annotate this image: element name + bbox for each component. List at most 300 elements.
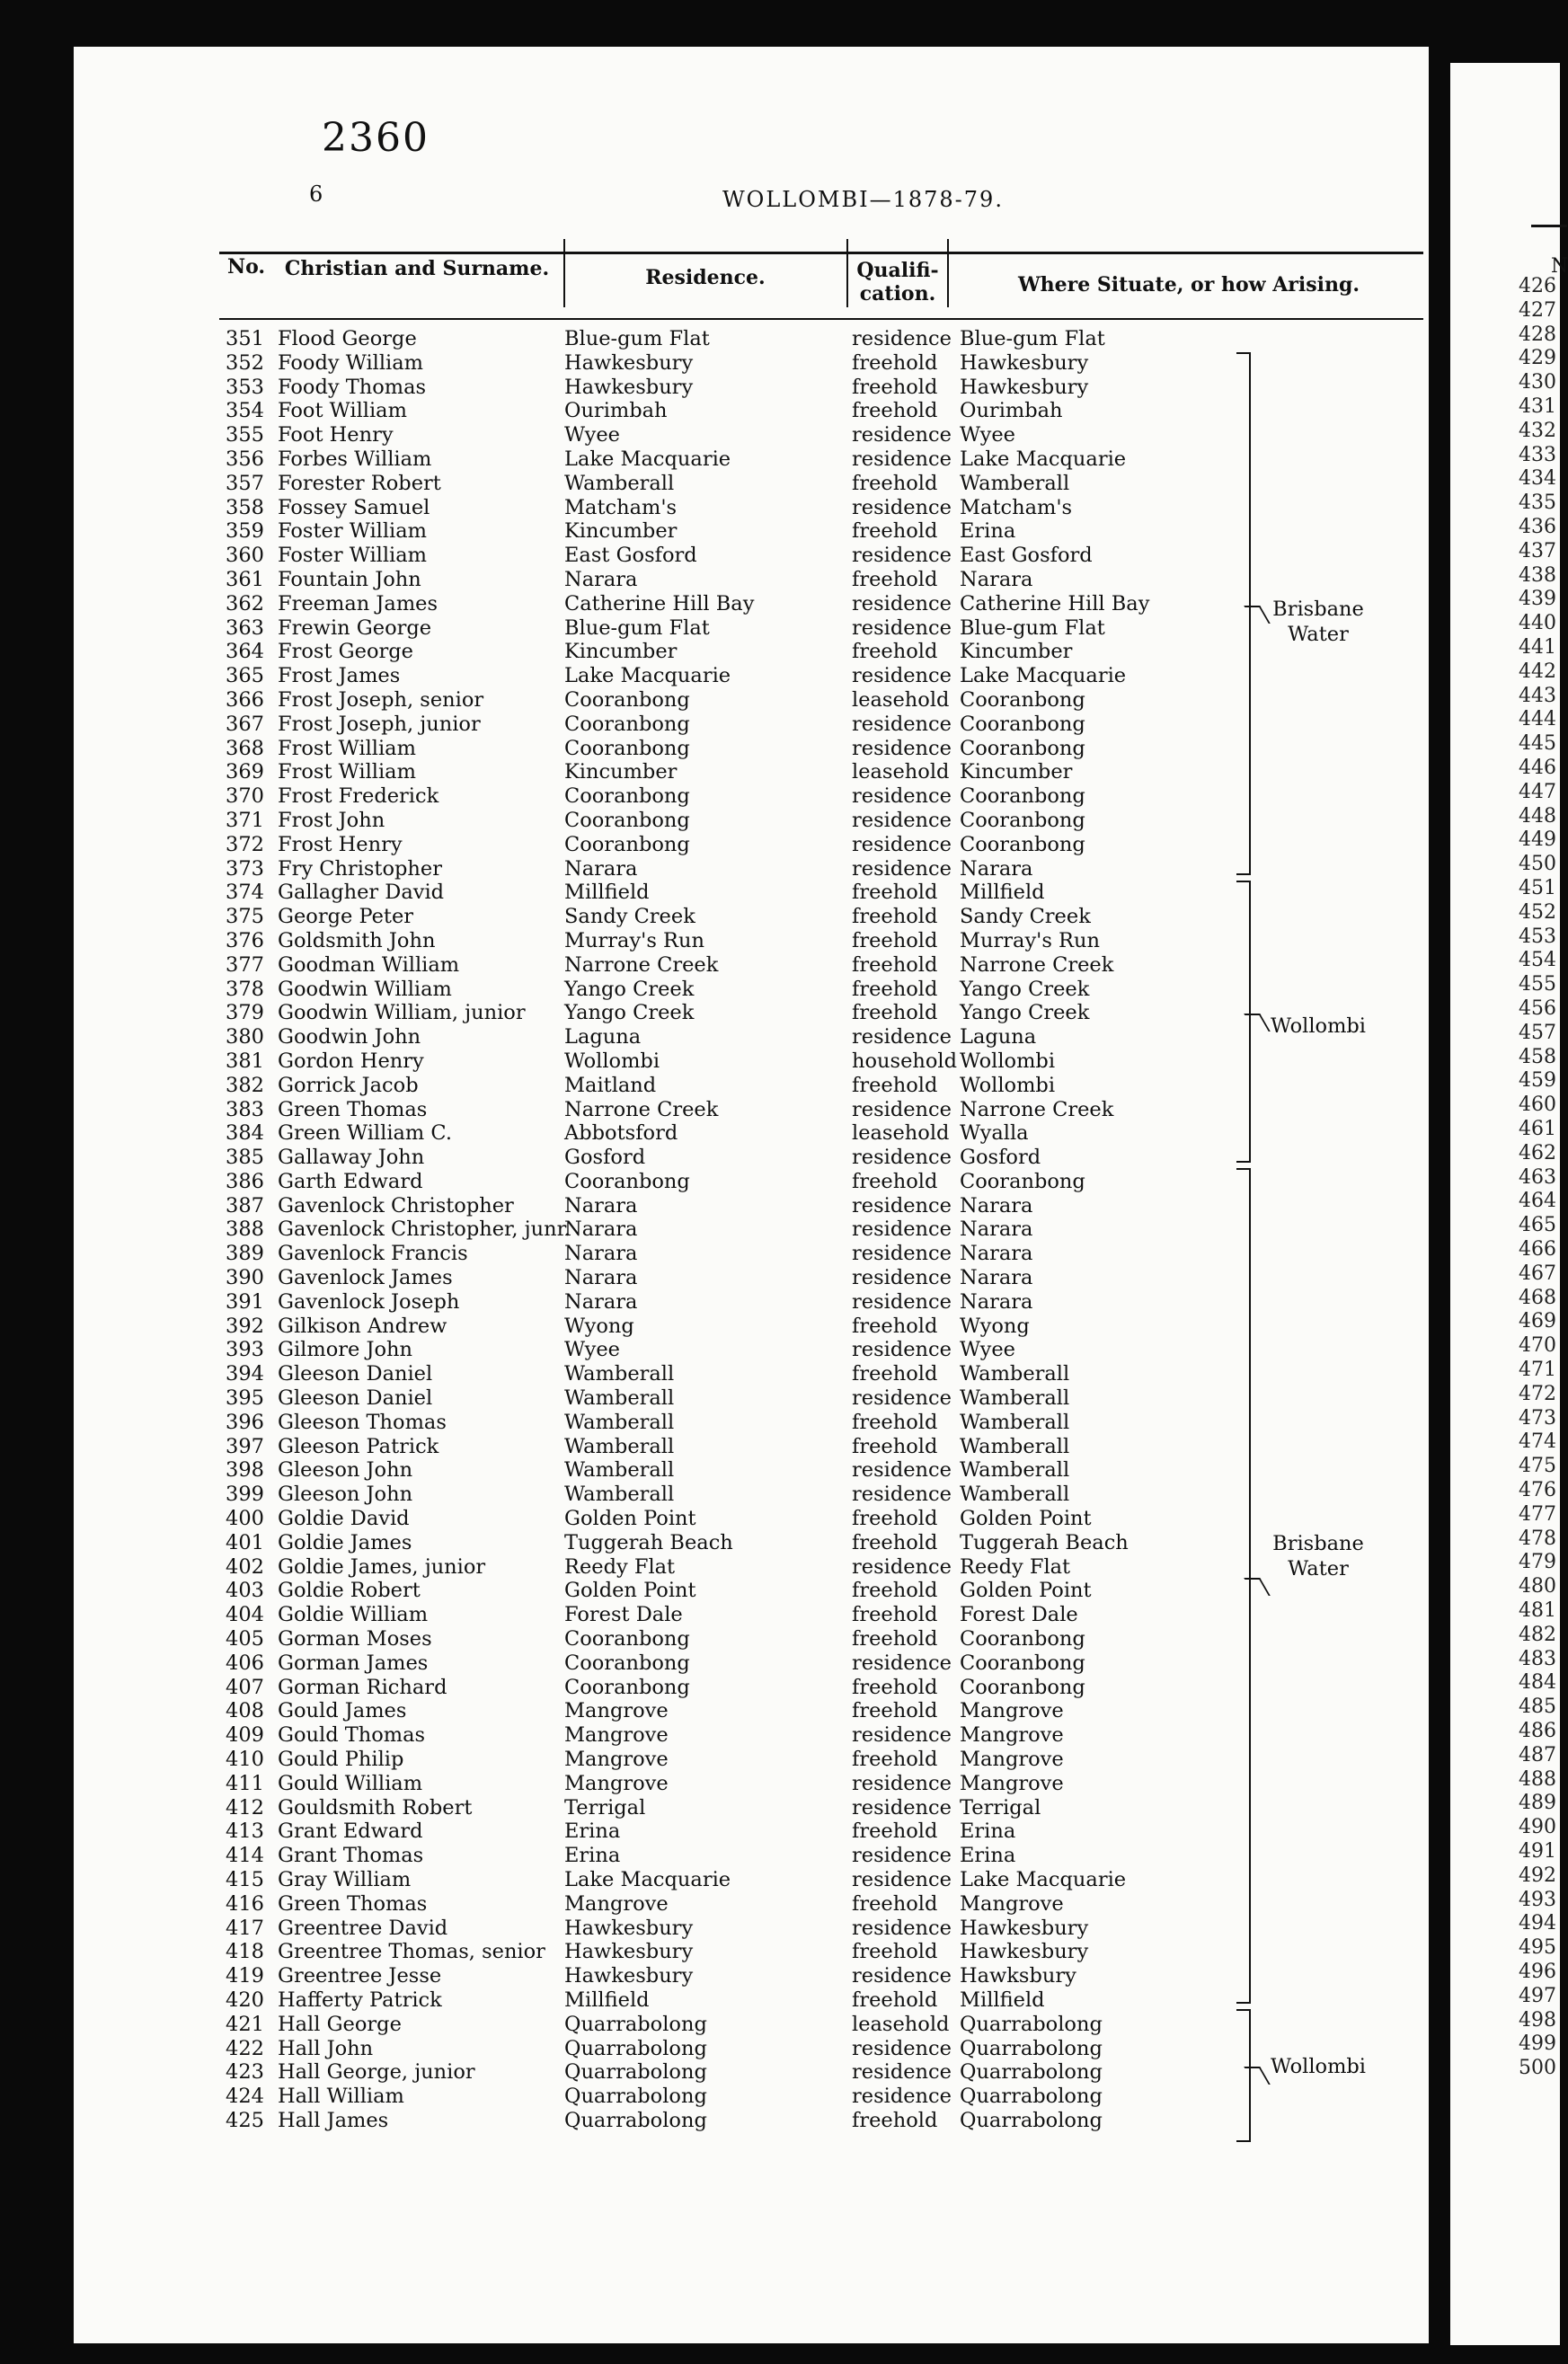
entry-name: Gleeson Patrick <box>278 1434 439 1458</box>
entry-qualification: residence <box>852 712 952 736</box>
entry-qualification: residence <box>852 1964 952 1988</box>
entry-qualification: freehold <box>852 1169 938 1193</box>
entry-name: Gleeson Thomas <box>278 1410 447 1434</box>
adjacent-entry-number: 475 <box>1519 1455 1556 1478</box>
table-row <box>74 2013 1429 2037</box>
entry-name: Frost Frederick <box>278 784 439 809</box>
entry-number: 390 <box>226 1266 264 1290</box>
entry-qualification: freehold <box>852 1579 938 1603</box>
entry-name: George Peter <box>278 905 414 929</box>
table-row <box>74 519 1429 544</box>
entry-name: Greentree David <box>278 1916 448 1940</box>
entry-qualification: residence <box>852 1723 952 1748</box>
entry-number: 353 <box>226 375 264 399</box>
entry-name: Fossey Samuel <box>278 495 430 519</box>
adjacent-entry-number: 444 <box>1519 708 1556 731</box>
entry-qualification: residence <box>852 1025 952 1049</box>
entry-residence: Cooranbong <box>564 1651 690 1675</box>
entry-where: Wamberall <box>960 1362 1070 1386</box>
entry-name: Greentree Jesse <box>278 1964 442 1988</box>
entry-where: Cooranbong <box>960 736 1085 760</box>
adjacent-entry-number: 445 <box>1519 732 1556 756</box>
entry-where: Mangrove <box>960 1723 1064 1748</box>
entry-name: Goodwin William <box>278 977 452 1001</box>
entry-residence: Wamberall <box>564 1362 675 1386</box>
entry-number: 393 <box>226 1338 264 1362</box>
adjacent-header-rule <box>1531 225 1567 227</box>
table-row <box>74 1676 1429 1700</box>
entry-qualification: residence <box>852 1289 952 1314</box>
table-row <box>74 905 1429 929</box>
entry-residence: Wyee <box>564 1338 620 1362</box>
adjacent-entry-number: 432 <box>1519 419 1556 442</box>
table-row <box>74 1531 1429 1555</box>
adjacent-entry-number: 453 <box>1519 925 1556 948</box>
entry-residence: Ourimbah <box>564 399 668 423</box>
entry-qualification: freehold <box>852 2108 938 2132</box>
table-row <box>74 1315 1429 1339</box>
table-row <box>74 1170 1429 1194</box>
entry-number: 414 <box>226 1844 264 1868</box>
adjacent-entry-number: 433 <box>1519 443 1556 466</box>
table-row <box>74 1699 1429 1723</box>
entry-number: 422 <box>226 2036 264 2060</box>
entry-qualification: freehold <box>852 1627 938 1651</box>
entry-where: Sandy Creek <box>960 905 1091 929</box>
header-where: Where Situate, or how Arising. <box>1017 273 1360 297</box>
table-row <box>74 1964 1429 1988</box>
table-row <box>74 809 1429 833</box>
entry-number: 396 <box>226 1410 264 1434</box>
adjacent-entry-number: 473 <box>1519 1406 1556 1430</box>
entry-qualification: freehold <box>852 1410 938 1434</box>
entry-qualification: residence <box>852 591 952 615</box>
entry-residence: Quarrabolong <box>564 2036 707 2060</box>
entry-number: 375 <box>226 905 264 929</box>
adjacent-header: N <box>1551 255 1568 278</box>
entry-name: Goldie William <box>278 1603 429 1627</box>
entry-where: Erina <box>960 1819 1016 1844</box>
entry-qualification: residence <box>852 2060 952 2085</box>
adjacent-entry-number: 451 <box>1519 877 1556 899</box>
entry-where: Mangrove <box>960 1891 1064 1916</box>
entry-qualification: freehold <box>852 1748 938 1772</box>
entry-where: Kincumber <box>960 640 1073 664</box>
adjacent-entry-number: 462 <box>1519 1141 1556 1164</box>
adjacent-entry-number: 474 <box>1519 1430 1556 1454</box>
entry-residence: Kincumber <box>564 519 678 544</box>
table-row <box>74 544 1429 568</box>
entry-qualification: freehold <box>852 399 938 423</box>
entry-residence: Yango Creek <box>564 1001 695 1025</box>
entry-residence: Wyee <box>564 423 620 447</box>
entry-where: Kincumber <box>960 760 1073 784</box>
entry-residence: Lake Macquarie <box>564 447 731 471</box>
table-row <box>74 616 1429 641</box>
entry-name: Frost Joseph, junior <box>278 712 481 736</box>
entry-name: Forbes William <box>278 447 432 471</box>
entry-residence: Blue-gum Flat <box>564 615 710 640</box>
entry-residence: Narara <box>564 856 638 881</box>
entry-qualification: freehold <box>852 1073 938 1097</box>
entry-qualification: residence <box>852 1097 952 1121</box>
entry-name: Foster William <box>278 544 428 568</box>
table-row <box>74 1603 1429 1627</box>
adjacent-entry-number: 472 <box>1519 1382 1556 1405</box>
table-row <box>74 1748 1429 1772</box>
entry-qualification: freehold <box>852 905 938 929</box>
entry-qualification: freehold <box>852 1314 938 1338</box>
table-row <box>74 2037 1429 2061</box>
entry-name: Gleeson Daniel <box>278 1362 433 1386</box>
entry-number: 417 <box>226 1916 264 1940</box>
entry-where: Wyee <box>960 423 1015 447</box>
entry-number: 392 <box>226 1314 264 1338</box>
entry-name: Fountain John <box>278 567 421 591</box>
group-brace-1 <box>1249 352 1269 875</box>
entry-qualification: residence <box>852 2085 952 2109</box>
entry-number: 409 <box>226 1723 264 1748</box>
table-row <box>74 760 1429 784</box>
table-row <box>74 2085 1429 2109</box>
entry-qualification: residence <box>852 1916 952 1940</box>
table-row <box>74 737 1429 761</box>
entry-name: Gorrick Jacob <box>278 1073 419 1097</box>
entry-name: Hall George, junior <box>278 2060 475 2085</box>
header-qualification-1: Qualifi- <box>856 259 939 282</box>
entry-qualification: residence <box>852 495 952 519</box>
table-row <box>74 1098 1429 1122</box>
entry-name: Gallaway John <box>278 1146 425 1170</box>
entry-qualification: residence <box>852 1844 952 1868</box>
entry-residence: Wyong <box>564 1314 634 1338</box>
entry-name: Forester Robert <box>278 471 441 495</box>
adjacent-entry-number: 436 <box>1519 516 1556 538</box>
entry-number: 377 <box>226 952 264 977</box>
entry-where: Blue-gum Flat <box>960 615 1105 640</box>
adjacent-entry-number: 492 <box>1519 1864 1556 1887</box>
header-divider-3 <box>947 239 949 307</box>
entry-qualification: residence <box>852 1146 952 1170</box>
entry-qualification: freehold <box>852 471 938 495</box>
adjacent-entry-number: 476 <box>1519 1479 1556 1501</box>
entry-number: 383 <box>226 1097 264 1121</box>
table-row <box>74 1723 1429 1748</box>
entry-number: 402 <box>226 1554 264 1579</box>
entry-qualification: freehold <box>852 1001 938 1025</box>
table-row <box>74 376 1429 400</box>
entry-qualification: residence <box>852 1242 952 1266</box>
table-row <box>74 1194 1429 1218</box>
adjacent-entry-number: 458 <box>1519 1045 1556 1068</box>
entry-where: Cooranbong <box>960 1627 1085 1651</box>
entry-where: Wamberall <box>960 1410 1070 1434</box>
group-label-1-line1: Brisbane <box>1272 598 1364 621</box>
entry-name: Foster William <box>278 519 428 544</box>
entry-name: Gavenlock James <box>278 1266 453 1290</box>
table-row <box>74 1772 1429 1796</box>
adjacent-entry-number: 427 <box>1519 298 1556 322</box>
entry-residence: Narara <box>564 1289 638 1314</box>
entry-where: Quarrabolong <box>960 2036 1103 2060</box>
entry-qualification: residence <box>852 784 952 809</box>
table-row <box>74 640 1429 664</box>
entry-where: Cooranbong <box>960 687 1085 712</box>
entry-name: Foody Thomas <box>278 375 427 399</box>
adjacent-entry-number: 486 <box>1519 1720 1556 1742</box>
entry-number: 361 <box>226 567 264 591</box>
entry-number: 401 <box>226 1530 264 1554</box>
adjacent-entry-number: 477 <box>1519 1502 1556 1526</box>
entry-qualification: residence <box>852 1868 952 1891</box>
entry-where: Blue-gum Flat <box>960 327 1105 350</box>
entry-name: Goldie Robert <box>278 1579 421 1603</box>
entry-qualification: freehold <box>852 567 938 591</box>
entry-name: Gouldsmith Robert <box>278 1795 473 1819</box>
entry-number: 411 <box>226 1771 264 1795</box>
entry-number: 371 <box>226 808 264 832</box>
entry-qualification: freehold <box>852 1603 938 1627</box>
adjacent-entry-number: 447 <box>1519 780 1556 803</box>
adjacent-entry-number: 469 <box>1519 1310 1556 1333</box>
table-row <box>74 1411 1429 1435</box>
entry-name: Greentree Thomas, senior <box>278 1940 545 1964</box>
entry-name: Green Thomas <box>278 1097 428 1121</box>
header-bottom-rule <box>219 318 1423 320</box>
table-row <box>74 1819 1429 1844</box>
entry-where: Yango Creek <box>960 977 1090 1001</box>
entry-name: Foody William <box>278 350 424 375</box>
entry-residence: Narara <box>564 1242 638 1266</box>
entry-where: Mangrove <box>960 1748 1064 1772</box>
adjacent-page <box>1450 63 1568 2345</box>
entry-residence: Tuggerah Beach <box>564 1530 733 1554</box>
adjacent-entry-number: 454 <box>1519 949 1556 972</box>
adjacent-entry-number: 450 <box>1519 853 1556 876</box>
table-row <box>74 1651 1429 1676</box>
entry-name: Gleeson John <box>278 1483 413 1507</box>
entry-where: Lake Macquarie <box>960 664 1127 688</box>
header-top-rule <box>219 252 1423 254</box>
entry-residence: Cooranbong <box>564 687 690 712</box>
entry-number: 364 <box>226 640 264 664</box>
entry-where: Terrigal <box>960 1795 1041 1819</box>
table-row <box>74 1940 1429 1964</box>
entry-name: Frost Joseph, senior <box>278 687 484 712</box>
entry-qualification: residence <box>852 615 952 640</box>
adjacent-entry-number: 494 <box>1519 1912 1556 1935</box>
header-qualification-2: cation. <box>859 282 936 305</box>
entry-where: Gosford <box>960 1146 1041 1170</box>
entry-qualification: freehold <box>852 881 938 905</box>
entry-name: Goldie David <box>278 1507 410 1531</box>
entry-number: 425 <box>226 2108 264 2132</box>
entry-where: Yango Creek <box>960 1001 1090 1025</box>
entry-name: Gorman James <box>278 1651 429 1675</box>
entry-qualification: freehold <box>852 928 938 952</box>
group-label-4-line1: Wollombi <box>1270 2055 1367 2078</box>
table-row <box>74 496 1429 520</box>
table-row <box>74 953 1429 978</box>
entry-residence: Reedy Flat <box>564 1554 676 1579</box>
entry-residence: Gosford <box>564 1146 646 1170</box>
entry-residence: Wollombi <box>564 1049 660 1073</box>
entry-residence: Cooranbong <box>564 736 690 760</box>
group-label-1 <box>1269 597 1368 647</box>
entry-name: Garth Edward <box>278 1169 423 1193</box>
table-row <box>74 1217 1429 1242</box>
entry-residence: Wamberall <box>564 1410 675 1434</box>
table-row <box>74 1074 1429 1098</box>
table-row <box>74 1386 1429 1411</box>
entry-where: Laguna <box>960 1025 1037 1049</box>
adjacent-entry-number: 441 <box>1519 636 1556 659</box>
entry-where: Murray's Run <box>960 928 1100 952</box>
entry-name: Goldie James <box>278 1530 412 1554</box>
entry-residence: Hawkesbury <box>564 1940 694 1964</box>
entry-where: Mangrove <box>960 1699 1064 1723</box>
entry-number: 421 <box>226 2012 264 2036</box>
entry-where: Wamberall <box>960 1386 1070 1411</box>
entry-where: Erina <box>960 1844 1016 1868</box>
page-number: 2360 <box>322 115 430 161</box>
entry-name: Frost John <box>278 808 385 832</box>
adjacent-entry-number: 484 <box>1519 1671 1556 1695</box>
entry-number: 394 <box>226 1362 264 1386</box>
entry-name: Green Thomas <box>278 1891 428 1916</box>
table-row <box>74 881 1429 905</box>
entry-name: Flood George <box>278 327 417 350</box>
table-row <box>74 784 1429 809</box>
entry-number: 389 <box>226 1242 264 1266</box>
entry-residence: Cooranbong <box>564 832 690 856</box>
entry-residence: Narara <box>564 567 638 591</box>
entry-where: Cooranbong <box>960 832 1085 856</box>
entry-residence: Millfield <box>564 881 650 905</box>
entry-residence: Hawkesbury <box>564 375 694 399</box>
entry-where: Golden Point <box>960 1579 1092 1603</box>
adjacent-entry-number: 479 <box>1519 1551 1556 1574</box>
adjacent-entry-number: 487 <box>1519 1743 1556 1766</box>
entry-qualification: freehold <box>852 1434 938 1458</box>
entry-number: 412 <box>226 1795 264 1819</box>
adjacent-entry-number: 478 <box>1519 1527 1556 1550</box>
entry-residence: Mangrove <box>564 1723 669 1748</box>
entry-number: 355 <box>226 423 264 447</box>
entry-where: Hawkesbury <box>960 1940 1089 1964</box>
entry-residence: Narara <box>564 1217 638 1242</box>
entry-where: Matcham's <box>960 495 1073 519</box>
adjacent-entry-number: 467 <box>1519 1262 1556 1285</box>
entry-residence: Quarrabolong <box>564 2012 707 2036</box>
entry-where: Quarrabolong <box>960 2012 1103 2036</box>
entry-number: 351 <box>226 327 264 350</box>
entry-number: 381 <box>226 1049 264 1073</box>
entry-number: 387 <box>226 1193 264 1217</box>
group-brace-3 <box>1249 1168 1269 2004</box>
entry-name: Hall John <box>278 2036 374 2060</box>
entry-number: 418 <box>226 1940 264 1964</box>
entry-qualification: freehold <box>852 1819 938 1844</box>
entry-where: Hawksbury <box>960 1964 1076 1988</box>
entry-where: Narara <box>960 1217 1033 1242</box>
adjacent-entry-number: 459 <box>1519 1069 1556 1093</box>
entry-qualification: residence <box>852 1217 952 1242</box>
entry-where: Hawkesbury <box>960 375 1089 399</box>
entry-where: Wamberall <box>960 1434 1070 1458</box>
entry-residence: Kincumber <box>564 640 678 664</box>
entry-where: Reedy Flat <box>960 1554 1071 1579</box>
entry-qualification: residence <box>852 1651 952 1675</box>
entry-where: Wollombi <box>960 1073 1056 1097</box>
entry-qualification: residence <box>852 327 952 350</box>
table-row <box>74 592 1429 616</box>
table-row <box>74 568 1429 592</box>
entry-residence: Cooranbong <box>564 784 690 809</box>
entry-name: Goodwin William, junior <box>278 1001 526 1025</box>
entry-number: 384 <box>226 1121 264 1146</box>
entry-name: Gilkison Andrew <box>278 1314 447 1338</box>
header-residence: Residence. <box>645 266 766 289</box>
register-rows <box>74 327 1429 2133</box>
adjacent-entry-number: 483 <box>1519 1647 1556 1670</box>
table-row <box>74 1844 1429 1868</box>
entry-residence: Sandy Creek <box>564 905 695 929</box>
entry-number: 397 <box>226 1434 264 1458</box>
page-title: WOLLOMBI—1878-79. <box>722 187 1004 212</box>
adjacent-entry-number: 461 <box>1519 1118 1556 1140</box>
entry-name: Green William C. <box>278 1121 452 1146</box>
entry-where: Millfield <box>960 1988 1045 2012</box>
table-row <box>74 2060 1429 2085</box>
adjacent-entry-number: 460 <box>1519 1093 1556 1117</box>
entry-number: 379 <box>226 1001 264 1025</box>
entry-name: Gorman Moses <box>278 1627 432 1651</box>
entry-number: 368 <box>226 736 264 760</box>
entry-residence: Quarrabolong <box>564 2085 707 2109</box>
entry-residence: Yango Creek <box>564 977 695 1001</box>
adjacent-entry-number: 449 <box>1519 828 1556 852</box>
entry-qualification: freehold <box>852 1699 938 1723</box>
entry-name: Gould James <box>278 1699 407 1723</box>
entry-residence: Cooranbong <box>564 712 690 736</box>
entry-qualification: freehold <box>852 1891 938 1916</box>
header-divider-1 <box>563 239 565 307</box>
adjacent-entry-number: 448 <box>1519 804 1556 828</box>
entry-qualification: leasehold <box>852 687 950 712</box>
entry-number: 370 <box>226 784 264 809</box>
adjacent-entry-number: 480 <box>1519 1575 1556 1598</box>
entry-name: Gould Philip <box>278 1748 404 1772</box>
entry-qualification: residence <box>852 1193 952 1217</box>
table-row <box>74 1868 1429 1892</box>
entry-number: 388 <box>226 1217 264 1242</box>
entry-name: Frost George <box>278 640 413 664</box>
table-row <box>74 833 1429 857</box>
table-row <box>74 857 1429 881</box>
entry-number: 366 <box>226 687 264 712</box>
entry-residence: Erina <box>564 1819 621 1844</box>
entry-number: 385 <box>226 1146 264 1170</box>
entry-qualification: residence <box>852 832 952 856</box>
entry-residence: Narrone Creek <box>564 952 719 977</box>
entry-residence: Mangrove <box>564 1748 669 1772</box>
adjacent-entry-number: 496 <box>1519 1961 1556 1983</box>
entry-number: 376 <box>226 928 264 952</box>
entry-residence: Kincumber <box>564 760 678 784</box>
entry-residence: Narrone Creek <box>564 1097 719 1121</box>
entry-where: Tuggerah Beach <box>960 1530 1129 1554</box>
